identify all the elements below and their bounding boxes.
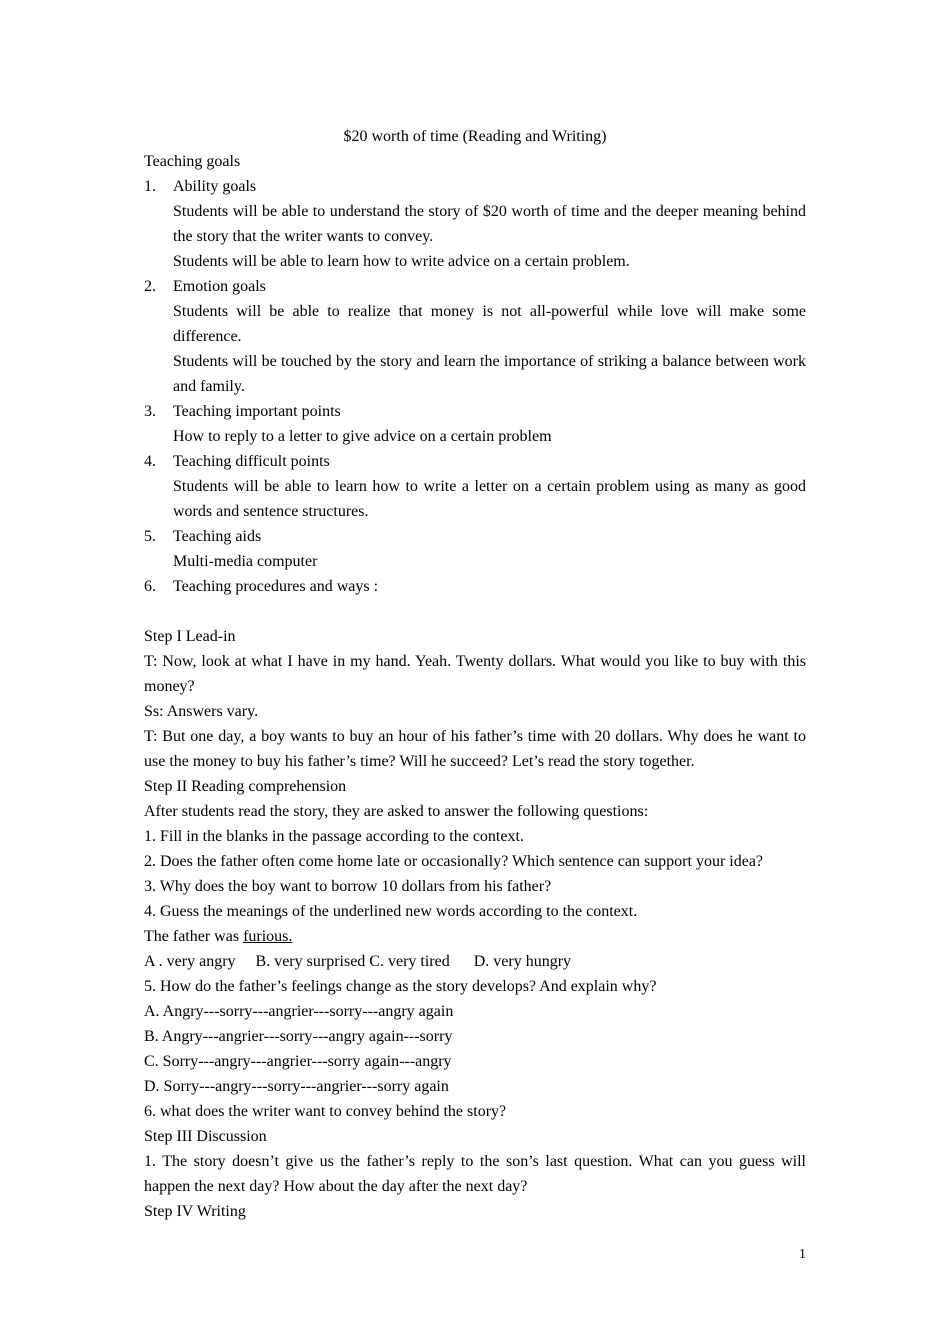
answer-option: D. Sorry---angry---sorry---angrier---sorry again	[144, 1078, 449, 1095]
teaching-goals-heading: Teaching goals	[144, 153, 241, 170]
goal-item	[144, 174, 806, 199]
answer-option: C. Sorry---angry---angrier---sorry again---angry	[144, 1053, 452, 1070]
question: 6. what does the writer want to convey behind the story?	[144, 1103, 507, 1120]
document-page	[144, 124, 806, 1224]
goal-heading: Teaching aids	[173, 528, 262, 545]
goal-number: 1.	[144, 178, 156, 195]
example-sentence-prefix: The father was	[144, 928, 244, 945]
step-heading: Step IV Writing	[144, 1203, 246, 1220]
goal-item	[144, 449, 806, 474]
option-a: A . very angry	[144, 953, 236, 970]
blank-line	[144, 599, 806, 624]
answer-option: B. Angry---angrier---sorry---angry again---sorry	[144, 1028, 453, 1045]
goal-number: 2.	[144, 278, 156, 295]
goal-number: 5.	[144, 528, 156, 545]
option-c: C. very tired	[369, 953, 450, 970]
teacher-line: T: Now, look at what I have in my hand. Yeah. Twenty dollars. What would you like to buy with this money?	[144, 653, 806, 695]
question: 5. How do the father’s feelings change as the story develops? And explain why?	[144, 978, 657, 995]
question: 2. Does the father often come home late or occasionally? Which sentence can support your idea?	[144, 853, 764, 870]
goal-paragraph: Students will be able to learn how to write advice on a certain problem.	[173, 253, 630, 270]
goal-item	[144, 574, 806, 599]
question: 4. Guess the meanings of the underlined new words according to the context.	[144, 903, 638, 920]
step-heading: Step II Reading comprehension	[144, 778, 347, 795]
goal-paragraph: Students will be able to learn how to write a letter on a certain problem using as many as good words and sentence structures.	[173, 478, 806, 520]
goal-paragraph: Students will be able to understand the story of $20 worth of time and the deeper meaning behind the story that the writer wants to convey.	[173, 203, 806, 245]
answer-options	[144, 949, 806, 974]
page-number: 1	[799, 1247, 806, 1262]
teacher-line: T: But one day, a boy wants to buy an hour of his father’s time with 20 dollars. Why does he want to use the money to buy his father’s time? Will he succeed? Let’s read the story together.	[144, 728, 806, 770]
goal-paragraph: Multi-media computer	[173, 553, 318, 570]
question: 3. Why does the boy want to borrow 10 dollars from his father?	[144, 878, 552, 895]
option-d: D. very hungry	[473, 953, 572, 970]
answer-option: A. Angry---sorry---angrier---sorry---angry again	[144, 1003, 454, 1020]
question: 1. Fill in the blanks in the passage according to the context.	[144, 828, 524, 845]
goal-item	[144, 399, 806, 424]
step-intro: After students read the story, they are asked to answer the following questions:	[144, 803, 649, 820]
goal-item	[144, 274, 806, 299]
goal-paragraph: How to reply to a letter to give advice on a certain problem	[173, 428, 552, 445]
underlined-word: furious.	[243, 928, 293, 945]
step-heading: Step I Lead-in	[144, 628, 236, 645]
step-heading: Step III Discussion	[144, 1128, 267, 1145]
option-b: B. very surprised	[255, 953, 366, 970]
document-title: $20 worth of time (Reading and Writing)	[343, 128, 607, 145]
example-sentence	[144, 924, 806, 949]
goal-heading: Emotion goals	[173, 278, 266, 295]
goal-heading: Ability goals	[173, 178, 257, 195]
goal-number: 4.	[144, 453, 156, 470]
goal-paragraph: Students will be able to realize that money is not all-powerful while love will make some difference.	[173, 303, 806, 345]
goal-heading: Teaching important points	[173, 403, 341, 420]
students-line: Ss: Answers vary.	[144, 703, 259, 720]
goal-item	[144, 524, 806, 549]
goal-number: 3.	[144, 403, 156, 420]
goal-heading: Teaching difficult points	[173, 453, 330, 470]
goal-number: 6.	[144, 578, 156, 595]
question: 1. The story doesn’t give us the father’s reply to the son’s last question. What can you guess will happen the next day? How about the day after the next day?	[144, 1153, 806, 1195]
goal-heading: Teaching procedures and ways :	[173, 578, 379, 595]
goal-paragraph: Students will be touched by the story and learn the importance of striking a balance between work and family.	[173, 353, 806, 395]
